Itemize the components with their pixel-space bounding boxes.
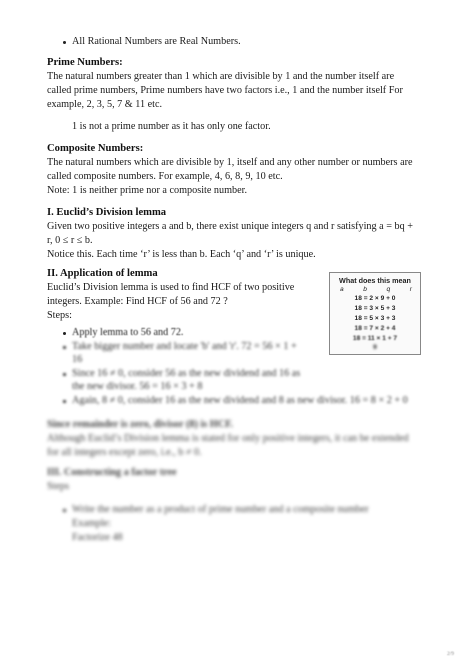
step-1: Apply lemma to 56 and 72. xyxy=(72,327,184,338)
application-line-1: Euclid’s Division lemma is used to find HCF of two positive xyxy=(47,282,295,293)
euclid-line-1: Given two positive integers a and b, there exist unique integers q and r satisfying a = bq + xyxy=(47,221,413,232)
prime-line-1: The natural numbers greater than 1 which are divisible by 1 and the number itself are xyxy=(47,71,395,82)
figure-col-b: b xyxy=(363,286,367,293)
bullet-icon xyxy=(63,41,66,44)
step-3-line-2: the new divisor. 56 = 16 × 3 + 8 xyxy=(72,381,203,392)
step-4: Again, 8 ≠ 0, consider 16 as the new dividend and 8 as new divisor. 16 = 8 × 2 + 0 xyxy=(72,395,408,406)
figure-row: 9 xyxy=(373,344,377,351)
euclid-line-3: Notice this. Each time ‘r’ is less than b. Each ‘q’ and ‘r’ is unique. xyxy=(47,249,316,260)
figure-row: 18 = 11 × 1 + 7 xyxy=(352,335,398,342)
figure-row: 18 = 7 × 2 + 4 xyxy=(354,325,396,332)
prime-note: 1 is not a prime number as it has only one factor. xyxy=(72,121,271,132)
application-heading: II. Application of lemma xyxy=(47,268,158,279)
step-3-line-1: Since 16 ≠ 0, consider 56 as the new dividend and 16 as xyxy=(72,368,301,379)
figure-column-headers xyxy=(340,286,412,293)
step-2-line-1: Take bigger number and locate 'b' and 'r'. 72 = 56 × 1 + xyxy=(72,341,297,352)
factor-tree-heading: III. Constructing a factor tree xyxy=(47,467,177,478)
figure-col-q: q xyxy=(386,286,391,293)
bullet-icon xyxy=(63,346,66,349)
factor-tree-bullet: Write the number as a product of prime number and a composite number xyxy=(72,504,369,515)
factor-tree-steps-label: Steps xyxy=(47,481,70,492)
euclid-line-2: r, 0 ≤ r ≤ b. xyxy=(47,235,93,246)
prime-heading: Prime Numbers: xyxy=(47,57,123,68)
figure-row: 18 = 2 × 9 + 0 xyxy=(354,295,396,302)
composite-line-1: The natural numbers which are divisible by 1, itself and any other number or numbers are xyxy=(47,157,413,168)
intro-bullet-text: All Rational Numbers are Real Numbers. xyxy=(72,36,241,47)
factor-tree-example-value: Factorize 48 xyxy=(72,532,123,543)
figure-row: 18 = 3 × 5 + 3 xyxy=(354,305,396,312)
application-steps-label: Steps: xyxy=(47,310,72,321)
extension-line-2: for all integers except zero, i.e., b ≠ 0. xyxy=(47,447,202,458)
bullet-icon xyxy=(63,509,66,512)
factor-tree-example-label: Example: xyxy=(72,518,112,529)
application-line-2: integers. Example: Find HCF of 56 and 72 ? xyxy=(47,296,228,307)
bullet-icon xyxy=(63,332,66,335)
euclid-heading: I. Euclid’s Division lemma xyxy=(47,207,167,218)
figure-title: What does this mean xyxy=(339,276,411,285)
bullet-icon xyxy=(63,373,66,376)
figure-col-r: r xyxy=(409,286,412,293)
figure-row: 18 = 5 × 3 + 3 xyxy=(354,315,396,322)
step-2-line-2: 16 xyxy=(72,354,83,365)
extension-line-1: Although Euclid’s Division lemma is stated for only positive integers, it can be extended xyxy=(47,433,409,444)
division-lemma-figure xyxy=(329,272,421,355)
composite-heading: Composite Numbers: xyxy=(47,143,144,154)
bullet-icon xyxy=(63,400,66,403)
composite-line-2: called composite numbers. For example, 4, 6, 8, 9, 10 etc. xyxy=(47,171,283,182)
figure-col-a: a xyxy=(340,286,344,293)
page-number: 2/9 xyxy=(446,651,454,657)
composite-note: Note: 1 is neither prime nor a composite number. xyxy=(47,185,248,196)
prime-line-3: example, 2, 3, 5, 7 & 11 etc. xyxy=(47,99,163,110)
hcf-conclusion: Since remainder is zero, divisor (8) is HCF. xyxy=(47,419,233,430)
prime-line-2: called prime numbers, Prime numbers have two factors i.e., 1 and the number itself For xyxy=(47,85,403,96)
